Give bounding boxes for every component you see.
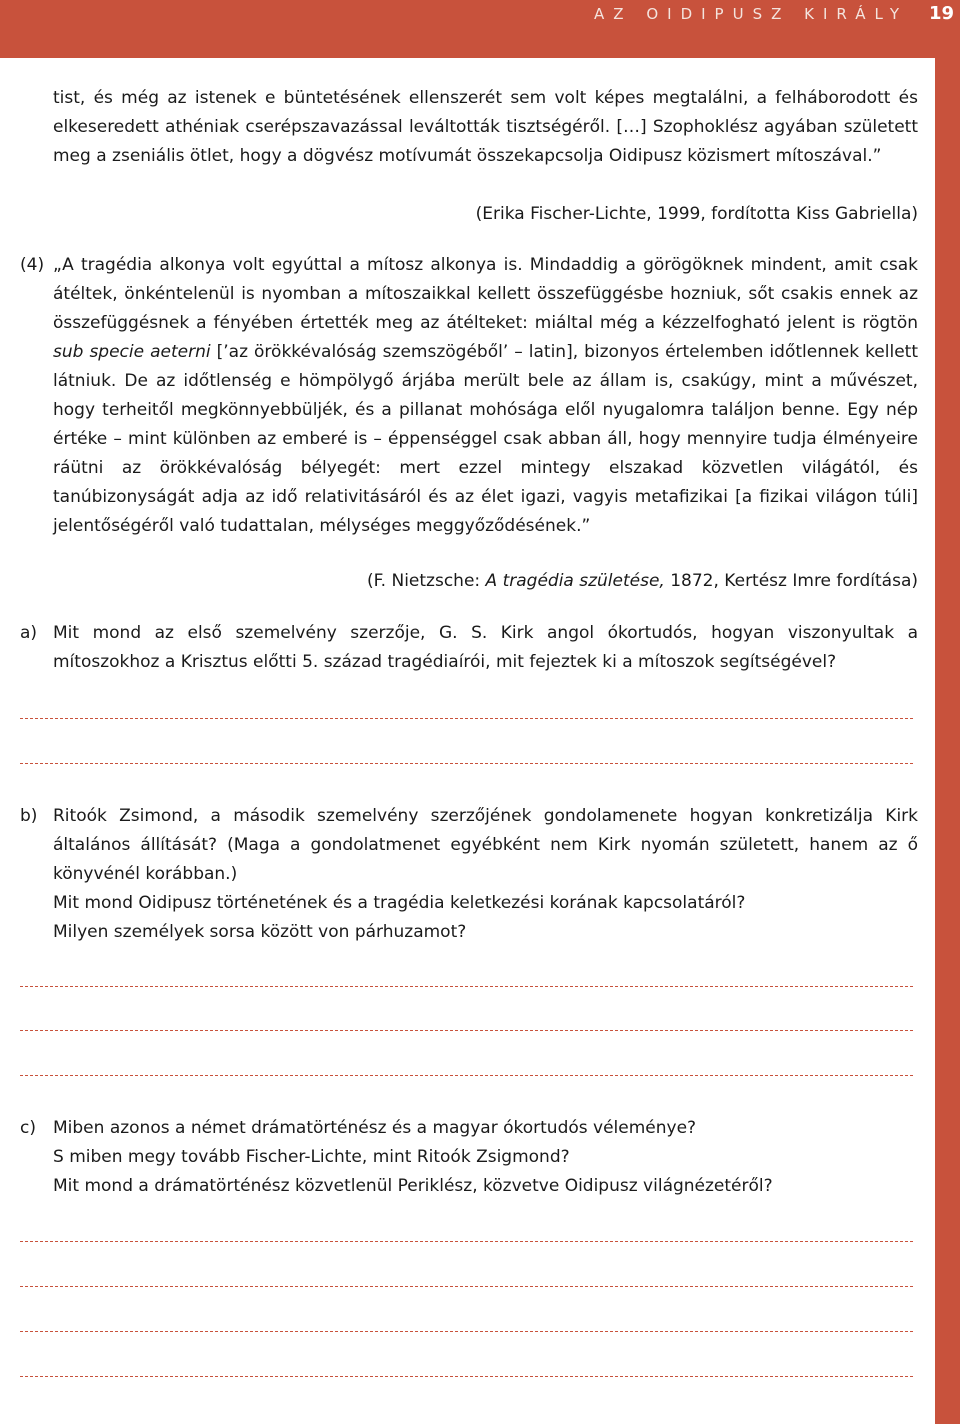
answer-line-a2[interactable] bbox=[20, 763, 913, 764]
question-c-line1: Miben azonos a német drámatörténész és a magyar ókortudós véleménye? bbox=[53, 1118, 697, 1138]
quote-3-text: tist, és még az istenek e büntetésének ellenszerét sem volt képes megtalálni, a felháborodott és elkeseredett athéniak cserépszavazással leváltották tisztségéről. […] Szophoklész agyában született meg a zseniális ötlet, hogy a dögvész motívumát összekapcsolja Oidipusz közismert mítoszával.” bbox=[53, 88, 918, 166]
header-bar bbox=[0, 0, 960, 58]
answer-line-b3[interactable] bbox=[20, 1075, 913, 1076]
page-number: 19 bbox=[928, 3, 954, 24]
question-b-marker: b) bbox=[20, 806, 38, 826]
quote-4-marker: (4) bbox=[20, 255, 45, 275]
quote-4-attr-title: A tragédia születése, bbox=[485, 571, 665, 591]
question-b-line1: Ritoók Zsimond, a második szemelvény szerzőjének gondolamenete hogyan konkretizálja Kirk általános állítását? (Maga a gondolatmenet egyébként nem Kirk nyomán született, hanem az ő könyvénél korábban.) bbox=[53, 806, 918, 884]
question-b-text bbox=[53, 802, 918, 947]
quote-4-text bbox=[53, 251, 918, 541]
answer-line-c3[interactable] bbox=[20, 1331, 913, 1332]
question-a-text: Mit mond az első szemelvény szerzője, G. S. Kirk angol ókortudós, hogyan viszonyultak a mítoszokhoz a Krisztus előtti 5. század tragédiaírói, mit fejeztek ki a mítoszok segítségével? bbox=[53, 623, 918, 672]
question-c-marker: c) bbox=[20, 1118, 36, 1138]
answer-line-c1[interactable] bbox=[20, 1241, 913, 1242]
question-c-line3: Mit mond a drámatörténész közvetlenül Periklész, közvetve Oidipusz világnézetéről? bbox=[53, 1176, 773, 1196]
running-header-title: AZ OIDIPUSZ KIRÁLY bbox=[594, 5, 908, 23]
quote-4-part2: [’az örökkévalóság szemszögéből’ – latin], bizonyos értelemben időtlennek kellett látniuk. De az időtlenség e hömpölygő árjába merült bele az állam is, csakúgy, mint a művészet, hogy terheitől megkönnyebbüljék, és a pillanat mohósága elől nyugalomra találjon benne. Egy nép értéke – mint különben az emberé is – éppenséggel csak abban áll, hogy mennyire tudja élményeire ráütni az örökkévalóság bélyegét: mert ezzel mintegy elszakad közvetlen világától, és tanúbizonyságát adja az idő relativitásáról és az élet igazi, vagyis metafizikai [a fizikai világon túli] jelentőségéről való tudattalan, mélységes meggyőződésének.” bbox=[53, 342, 919, 536]
question-b-line3: Milyen személyek sorsa között von párhuzamot? bbox=[53, 922, 467, 942]
quote-4-attr-suffix: 1872, Kertész Imre fordítása) bbox=[670, 571, 918, 591]
question-c-line2: S miben megy tovább Fischer-Lichte, mint Ritoók Zsigmond? bbox=[53, 1147, 570, 1167]
quote-4-attribution bbox=[367, 567, 918, 596]
answer-line-b2[interactable] bbox=[20, 1030, 913, 1031]
quote-4-attr-prefix: (F. Nietzsche: bbox=[367, 571, 481, 591]
quote-4-part1: „A tragédia alkonya volt egyúttal a mítosz alkonya is. Mindaddig a görögöknek mindent, amit csak átéltek, önkéntelenül is nyomban a mítoszaikkal kellett összefüggésbe hozniuk, sőt csakis ennek az összefüggésnek a fényében értették meg az átélteket: miáltal még a kézzelfogható jelent is rögtön bbox=[53, 255, 918, 333]
answer-line-a1[interactable] bbox=[20, 718, 913, 719]
answer-line-c4[interactable] bbox=[20, 1376, 913, 1377]
quote-3-attribution: (Erika Fischer-Lichte, 1999, fordította Kiss Gabriella) bbox=[475, 204, 918, 224]
question-a-marker: a) bbox=[20, 623, 38, 643]
question-b-line2: Mit mond Oidipusz történetének és a tragédia keletkezési korának kapcsolatáról? bbox=[53, 893, 746, 913]
answer-line-c2[interactable] bbox=[20, 1286, 913, 1287]
side-accent-bar bbox=[935, 58, 960, 1424]
quote-4-italic: sub specie aeterni bbox=[53, 342, 211, 362]
answer-line-b1[interactable] bbox=[20, 986, 913, 987]
question-c-text bbox=[53, 1114, 918, 1201]
